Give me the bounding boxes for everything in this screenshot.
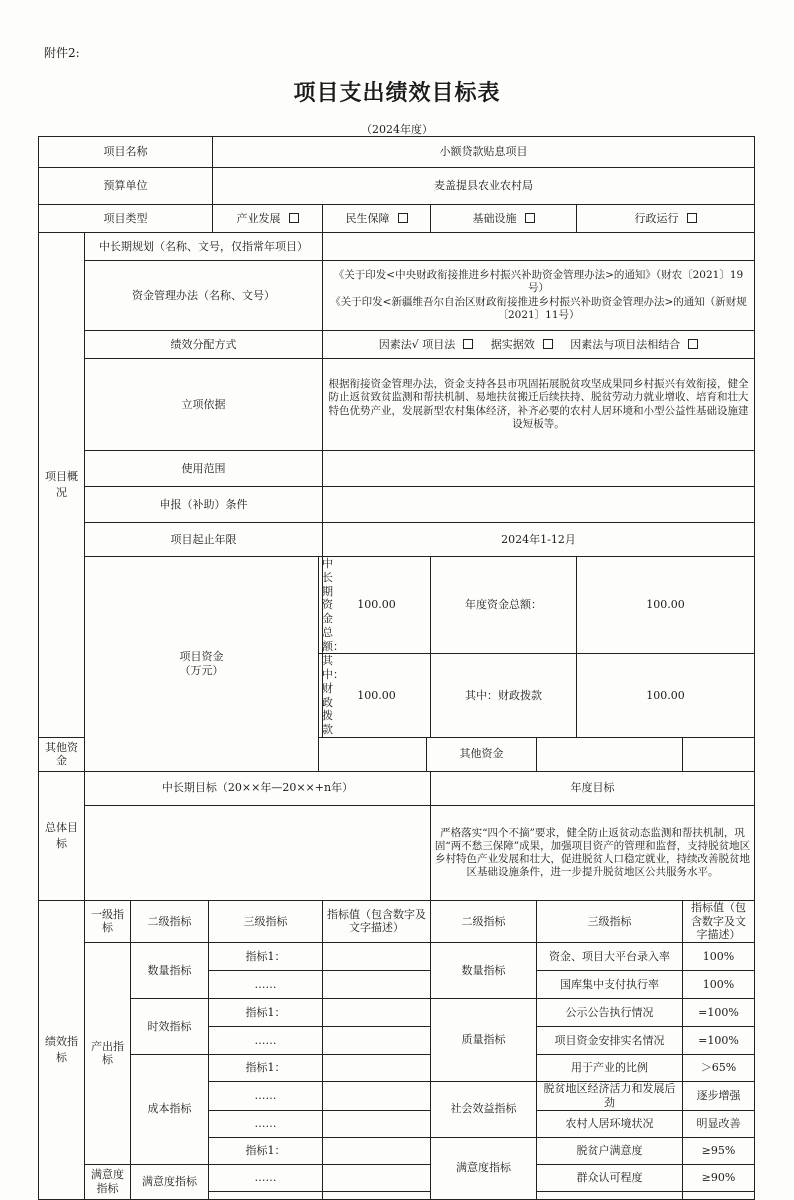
row-apply: [39, 487, 755, 523]
overview-section-label: 项目概况: [39, 233, 85, 738]
mid-fiscal-value: 100.00: [323, 654, 431, 738]
left-item: ……: [209, 1082, 323, 1111]
quality-indicator-right: 质量指标: [431, 999, 537, 1082]
year-other-extra: [683, 737, 755, 771]
right-item: 国库集中支付执行率: [537, 971, 683, 999]
left-item: ……: [209, 1110, 323, 1137]
mid-plan-label: 中长期规划（名称、文号，仅指常年项目）: [85, 233, 323, 261]
alloc-option-project: 项目法: [422, 337, 456, 351]
right-value: [683, 1191, 755, 1199]
performance-table: [38, 136, 755, 1200]
right-item: [537, 1191, 683, 1199]
level2-header-right: 二级指标: [431, 900, 537, 942]
allocation-options: [323, 331, 755, 359]
mid-total-value: 100.00: [323, 557, 431, 654]
year-fiscal-value: 100.00: [577, 654, 755, 738]
right-value: 逐步增强: [683, 1082, 755, 1111]
year-goal-header: 年度目标: [431, 771, 755, 805]
left-value: [323, 1110, 431, 1137]
fund-method-value: [323, 261, 755, 331]
checkbox-icon[interactable]: [688, 339, 698, 349]
left-value: [323, 1137, 431, 1164]
satisfaction-indicator-right: 满意度指标: [431, 1137, 537, 1199]
row-budget-unit: [39, 168, 755, 205]
right-value: =100%: [683, 999, 755, 1027]
left-item: [209, 1191, 323, 1199]
satisfaction-l1-label: 满意度指标: [85, 1164, 131, 1199]
quantity-indicator-right: 数量指标: [431, 943, 537, 999]
checkbox-icon[interactable]: [543, 339, 553, 349]
level1-header: 一级指标: [85, 900, 131, 942]
mid-plan-value: [323, 233, 755, 261]
row-goals-header: [39, 771, 755, 805]
level2-header-left: 二级指标: [131, 900, 209, 942]
scope-value: [323, 451, 755, 487]
right-value: ≥95%: [683, 1137, 755, 1164]
right-item: 公示公告执行情况: [537, 999, 683, 1027]
left-value: [323, 971, 431, 999]
right-item: 资金、项目大平台录入率: [537, 943, 683, 971]
value-header-left: 指标值（包含数字及文字描述）: [323, 900, 431, 942]
basis-label: 立项依据: [85, 359, 323, 451]
indicator-row: [39, 1055, 755, 1082]
year-goal-value: 严格落实“四个不摘”要求，健全防止返贫动态监测和帮扶机制，巩固“两不愁三保障”成果，加强项目资产的管理和监督，支持脱贫地区乡村特色产业发展和壮大，促进脱贫人口稳定就业，持续改善脱贫地区基础设施条件，进一步提升脱贫地区公共服务水平。: [431, 805, 755, 900]
level3-header-right: 三级指标: [537, 900, 683, 942]
type-option-label: 产业发展: [236, 211, 281, 225]
right-value: =100%: [683, 1027, 755, 1055]
mid-total-label: 中长期资金总额：: [319, 557, 323, 654]
left-item: 指标1：: [209, 999, 323, 1027]
project-type-label: 项目类型: [39, 205, 213, 233]
row-project-name: [39, 137, 755, 168]
right-value: ≥90%: [683, 1164, 755, 1191]
left-item: ……: [209, 971, 323, 999]
right-item: 脱贫地区经济活力和发展后劲: [537, 1082, 683, 1111]
mid-fiscal-label: 其中：财政拨款: [319, 654, 323, 738]
fund-method-label: 资金管理办法（名称、文号）: [85, 261, 323, 331]
mid-goal-value: [85, 805, 431, 900]
fund-method-doc-2: 《关于印发<新疆维吾尔自治区财政衔接推进乡村振兴补助资金管理办法>的通知（新财规〔2021〕11号）: [330, 295, 747, 321]
row-mid-plan: [39, 233, 755, 261]
type-option-label: 行政运行: [634, 211, 679, 225]
alloc-option-combined: 因素法与项目法相结合: [570, 337, 681, 351]
period-value: 2024年1-12月: [323, 523, 755, 557]
right-value: ＞65%: [683, 1055, 755, 1082]
allocation-label: 绩效分配方式: [85, 331, 323, 359]
cost-indicator-left: 成本指标: [131, 1055, 209, 1165]
left-value: [323, 1191, 431, 1199]
right-item: 项目资金安排实名情况: [537, 1027, 683, 1055]
type-option-industry: [213, 205, 323, 233]
year-total-value: 100.00: [577, 557, 755, 654]
right-value: 100%: [683, 943, 755, 971]
row-fund-method: [39, 261, 755, 331]
alloc-option-actual: 据实据效: [490, 337, 535, 351]
basis-value: 根据衔接资金管理办法，资金支持各县市巩固拓展脱贫攻坚成果同乡村振兴有效衔接，健全防止返贫致贫监测和帮扶机制、易地扶贫搬迁后续扶持、脱贫劳动力就业增收、培育和壮大特色优势产业，发展新型农村集体经济，补齐必要的农村人居环境和小型公益性基础设施建设短板等。: [323, 359, 755, 451]
left-value: [323, 1164, 431, 1191]
funds-unit: （万元）: [179, 663, 224, 677]
type-option-infrastructure: [431, 205, 577, 233]
scope-label: 使用范围: [85, 451, 323, 487]
row-basis: [39, 359, 755, 451]
checkbox-icon[interactable]: [463, 339, 473, 349]
indicator-row: [39, 999, 755, 1027]
satisfaction-indicator-left: 满意度指标: [131, 1164, 209, 1199]
apply-label: 申报（补助）条件: [85, 487, 323, 523]
left-value: [323, 943, 431, 971]
goals-section-label: 总体目标: [39, 771, 85, 900]
year-label: （2024年度）: [361, 123, 433, 136]
mid-goal-header: 中长期目标（20××年—20××+n年）: [85, 771, 431, 805]
mid-other-value: [319, 737, 427, 771]
mid-other-label: 其他资金: [39, 737, 85, 771]
row-indicators-header: [39, 900, 755, 942]
row-funds-total: [39, 557, 755, 654]
type-option-label: 基础设施: [472, 211, 517, 225]
budget-unit-value: 麦盖提县农业农村局: [213, 168, 755, 205]
left-item: 指标1：: [209, 943, 323, 971]
left-item: 指标1：: [209, 1137, 323, 1164]
page-title: 项目支出绩效目标表: [293, 80, 501, 106]
period-label: 项目起止年限: [85, 523, 323, 557]
year-total-label: 年度资金总额：: [431, 557, 577, 654]
left-item: ……: [209, 1164, 323, 1191]
budget-unit-label: 预算单位: [39, 168, 213, 205]
indicator-row: [39, 943, 755, 971]
funds-label: 项目资金: [179, 650, 224, 664]
indicators-section-label: 绩效指标: [39, 900, 85, 1199]
checkbox-icon[interactable]: [398, 213, 408, 223]
left-item: 指标1：: [209, 1055, 323, 1082]
level3-header-left: 三级指标: [209, 900, 323, 942]
type-option-label: 民生保障: [345, 211, 390, 225]
left-value: [323, 1055, 431, 1082]
row-project-type: [39, 205, 755, 233]
value-header-right: 指标值（包含数字及文字描述）: [683, 900, 755, 942]
right-item: 农村人居环境状况: [537, 1110, 683, 1137]
right-value: 100%: [683, 971, 755, 999]
fund-method-doc-1: 《关于印发<中央财政衔接推进乡村振兴补助资金管理办法>的通知》（财农〔2021〕19号）: [333, 269, 744, 295]
left-item: ……: [209, 1027, 323, 1055]
output-indicator-label: 产出指标: [85, 943, 131, 1165]
checkbox-icon[interactable]: [525, 213, 535, 223]
right-item: 脱贫户满意度: [537, 1137, 683, 1164]
row-scope: [39, 451, 755, 487]
row-goals-content: [39, 805, 755, 900]
type-option-livelihood: [323, 205, 431, 233]
quantity-indicator-left: 数量指标: [131, 943, 209, 999]
project-name-label: 项目名称: [39, 137, 213, 168]
timeliness-indicator-left: 时效指标: [131, 999, 209, 1055]
alloc-option-factor: 因素法√: [378, 337, 419, 351]
checkbox-icon[interactable]: [289, 213, 299, 223]
left-value: [323, 999, 431, 1027]
left-value: [323, 1027, 431, 1055]
right-item: 群众认可程度: [537, 1164, 683, 1191]
row-period: [39, 523, 755, 557]
right-value: 明显改善: [683, 1110, 755, 1137]
row-allocation: [39, 331, 755, 359]
social-indicator-right: 社会效益指标: [431, 1082, 537, 1138]
type-option-admin: [577, 205, 755, 233]
project-name-value: 小额贷款贴息项目: [213, 137, 755, 168]
checkbox-icon[interactable]: [687, 213, 697, 223]
year-fiscal-label: 其中：财政拨款: [431, 654, 577, 738]
funds-section-label: [85, 557, 319, 772]
year-other-value: [537, 737, 683, 771]
left-value: [323, 1082, 431, 1111]
right-item: 用于产业的比例: [537, 1055, 683, 1082]
attachment-label: 附件2:: [44, 46, 80, 60]
year-other-label: 其他资金: [427, 737, 537, 771]
indicator-row: [39, 1164, 755, 1191]
apply-value: [323, 487, 755, 523]
